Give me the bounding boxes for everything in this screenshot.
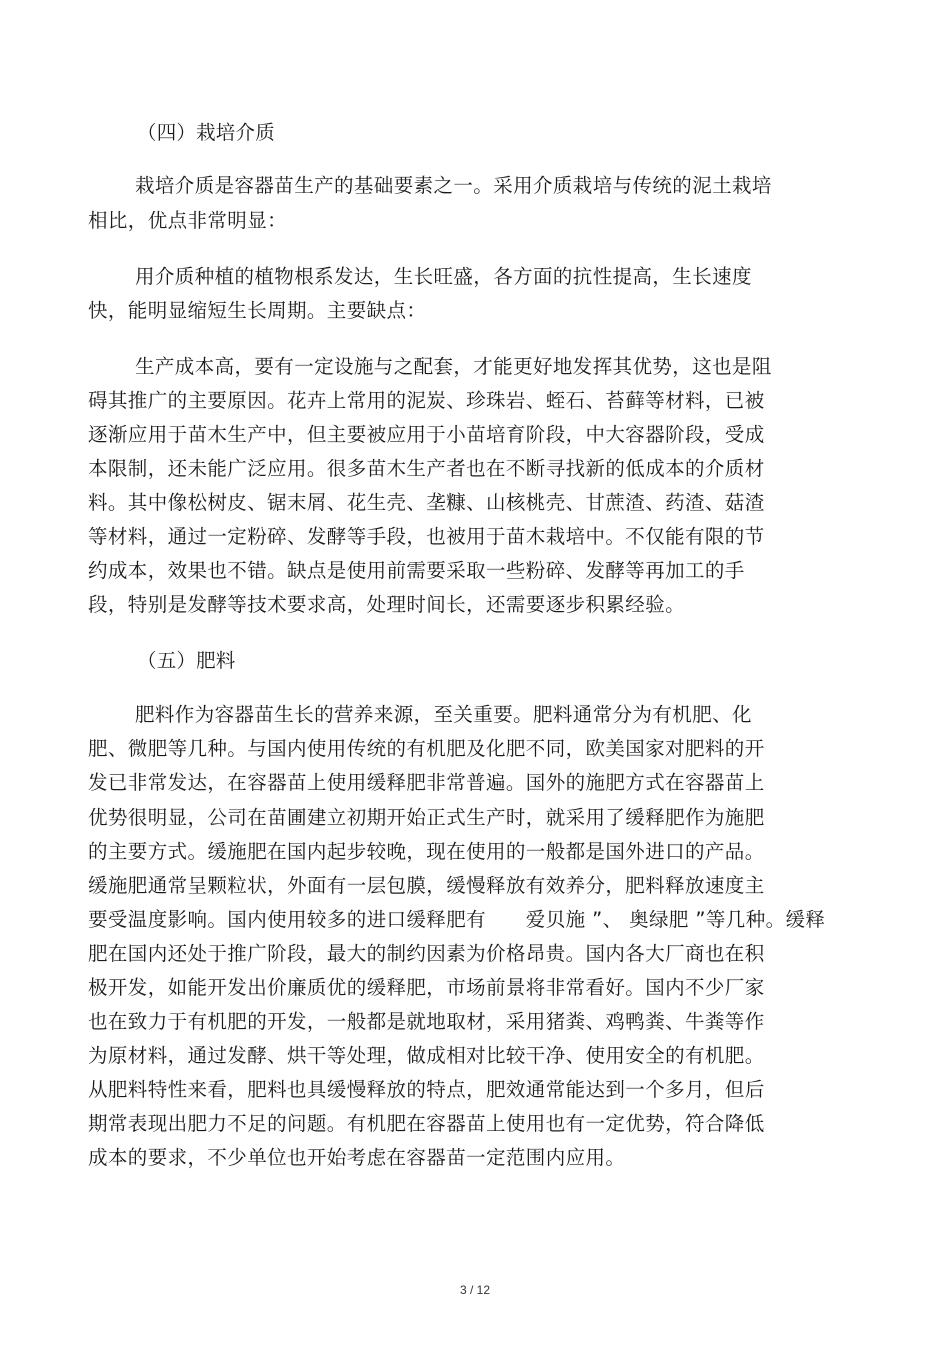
text-line: 要受温度影响。国内使用较多的进口缓释肥有 爱贝施 ”、 奥绿肥 ”等几种。缓释	[88, 908, 826, 931]
text-line: 优势很明显，公司在苗圃建立初期开始正式生产时，就采用了缓释肥作为施肥	[88, 806, 765, 829]
text-line: 期常表现出肥力不足的问题。有机肥在容器苗上使用也有一定优势，符合降低	[88, 1112, 765, 1135]
text-line: 从肥料特性来看，肥料也具缓慢释放的特点，肥效通常能达到一个多月，但后	[88, 1078, 765, 1101]
text-line: 也在致力于有机肥的开发，一般都是就地取材，采用猪粪、鸡鸭粪、牛粪等作	[88, 1010, 765, 1033]
section-heading-cultivation-medium: （四）栽培介质	[137, 121, 275, 144]
text-line: 成本的要求，不少单位也开始考虑在容器苗一定范围内应用。	[88, 1146, 626, 1169]
text-line: 肥料作为容器苗生长的营养来源，至关重要。肥料通常分为有机肥、化	[135, 703, 752, 726]
text-line: 段，特别是发酵等技术要求高，处理时间长，还需要逐步积累经验。	[88, 593, 686, 616]
text-line: 逐渐应用于苗木生产中，但主要被应用于小苗培育阶段，中大容器阶段，受成	[88, 423, 765, 446]
text-line: 肥在国内还处于推广阶段，最大的制约因素为价格昂贵。国内各大厂商也在积	[88, 942, 765, 965]
text-line: 极开发，如能开发出价廉质优的缓释肥，市场前景将非常看好。国内不少厂家	[88, 976, 765, 999]
section-heading-fertilizer: （五）肥料	[137, 649, 236, 672]
text-line: 生产成本高，要有一定设施与之配套，才能更好地发挥其优势，这也是阻	[135, 355, 772, 378]
text-line: 快，能明显缩短生长周期。主要缺点：	[88, 299, 427, 322]
text-line: 约成本，效果也不错。缺点是使用前需要采取一些粉碎、发酵等再加工的手	[88, 559, 745, 582]
page-number: 3 / 12	[459, 1283, 491, 1297]
text-line: 的主要方式。缓施肥在国内起步较晚，现在使用的一般都是国外进口的产品。	[88, 840, 765, 863]
text-line: 为原材料，通过发酵、烘干等处理，做成相对比较干净、使用安全的有机肥。	[88, 1044, 765, 1067]
text-line: 相比，优点非常明显：	[88, 209, 288, 232]
text-line: 等材料，通过一定粉碎、发酵等手段，也被用于苗木栽培中。不仅能有限的节	[88, 525, 765, 548]
text-line: 缓施肥通常呈颗粒状，外面有一层包膜，缓慢释放有效养分，肥料释放速度主	[88, 874, 765, 897]
text-line: 发已非常发达，在容器苗上使用缓释肥非常普遍。国外的施肥方式在容器苗上	[88, 771, 765, 794]
text-line: 碍其推广的主要原因。花卉上常用的泥炭、珍珠岩、蛭石、苔藓等材料，已被	[88, 389, 765, 412]
text-line: 用介质种植的植物根系发达，生长旺盛，各方面的抗性提高，生长速度	[135, 265, 752, 288]
text-line: 栽培介质是容器苗生产的基础要素之一。采用介质栽培与传统的泥土栽培	[135, 174, 772, 197]
text-line: 料。其中像松树皮、锯末屑、花生壳、垄糠、山核桃壳、甘蔗渣、药渣、菇渣	[88, 491, 765, 514]
text-line: 肥、微肥等几种。与国内使用传统的有机肥及化肥不同，欧美国家对肥料的开	[88, 737, 765, 760]
text-line: 本限制，还未能广泛应用。很多苗木生产者也在不断寻找新的低成本的介质材	[88, 457, 765, 480]
